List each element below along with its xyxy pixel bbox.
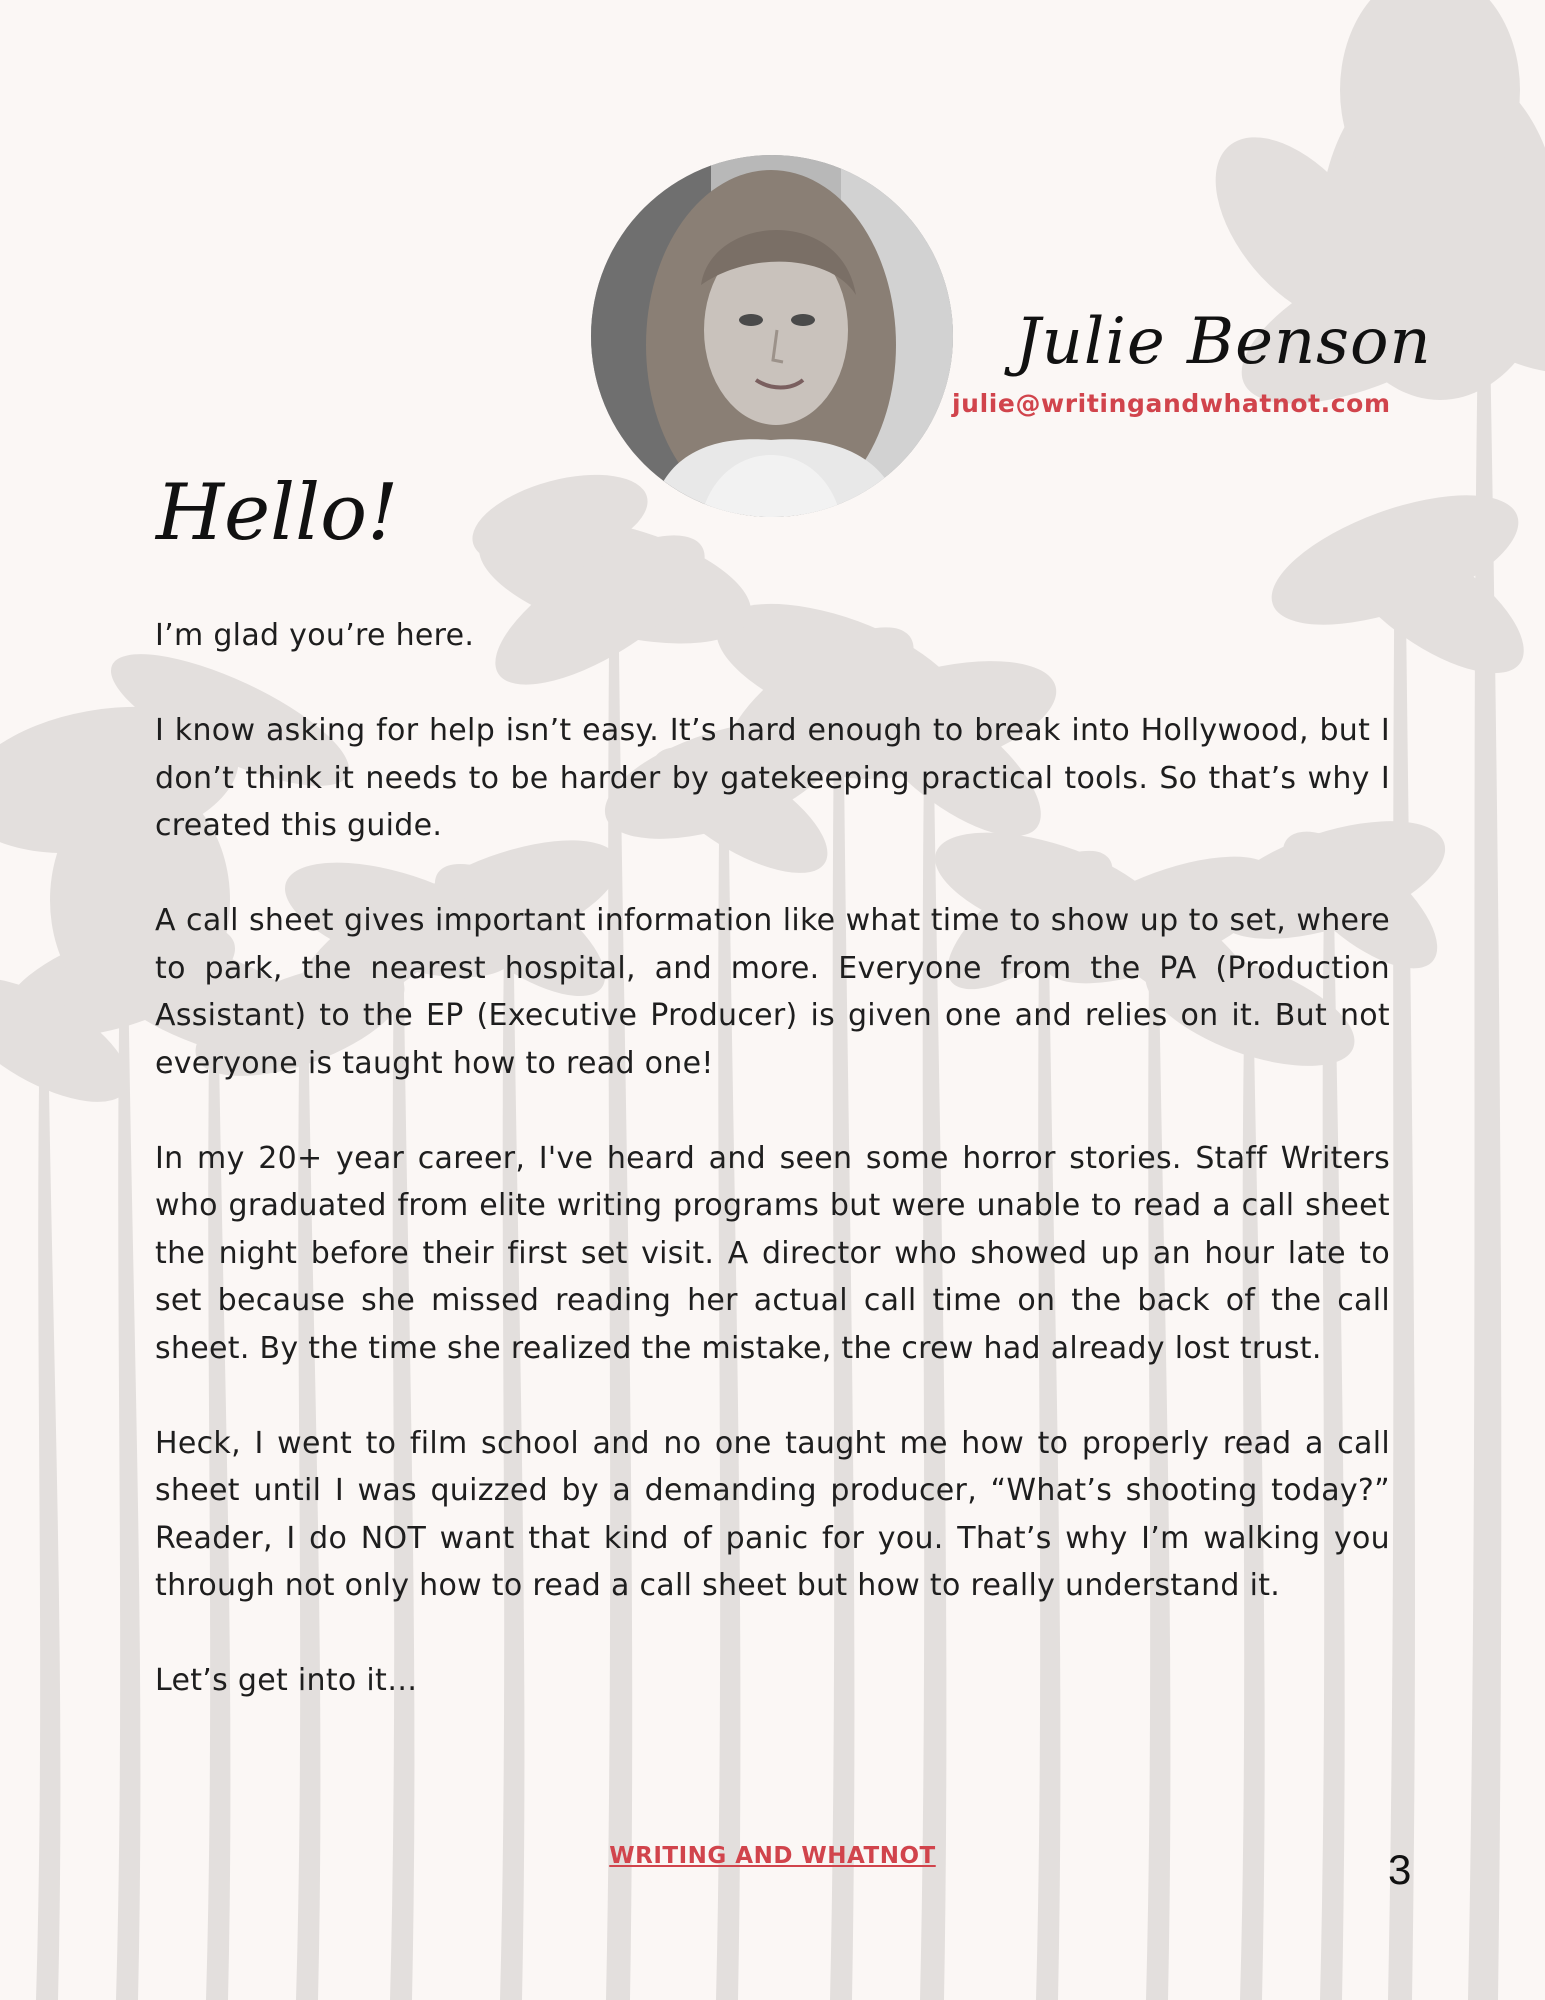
footer-brand-link[interactable]: WRITING AND WHATNOT: [609, 1843, 936, 1869]
author-name-signature: Julie Benson: [1015, 305, 1432, 379]
letter-body: [155, 612, 1390, 1705]
paragraph-horror-stories: In my 20+ year career, I've heard and seen some horror stories. Staff Writers who graduated from elite writing programs but were unable to read a call sheet the night before their first set visit. A director who showed up an hour late to set because she missed reading her actual call time on the back of the call sheet. By the time she realized the mistake, the crew had already lost trust.: [155, 1140, 1390, 1366]
paragraph-closing: Let’s get into it…: [155, 1663, 418, 1698]
author-photo: [591, 155, 953, 517]
author-avatar: [591, 155, 953, 517]
page-number: 3: [1388, 1846, 1412, 1893]
paragraph-asking-for-help: I know asking for help isn’t easy. It’s hard enough to break into Hollywood, but I don’t think it needs to be harder by gatekeeping practical tools. So that’s why I created this guide.: [155, 713, 1390, 843]
paragraph-call-sheet-info: A call sheet gives important information like what time to show up to set, where to park, the nearest hospital, and more. Everyone from the PA (Production Assistant) to the EP (Executive Producer) is given one and relies on it. But not everyone is taught how to read one!: [155, 903, 1390, 1081]
greeting-heading: Hello!: [156, 468, 399, 558]
author-email[interactable]: julie@writingandwhatnot.com: [952, 389, 1391, 418]
paragraph-film-school: Heck, I went to film school and no one taught me how to properly read a call sheet until I was quizzed by a demanding producer, “What’s shooting today?” Reader, I do NOT want that kind of panic for you. That’s why I’m walking you through not only how to read a call sheet but how to really understand it.: [155, 1425, 1390, 1603]
paragraph-intro: I’m glad you’re here.: [155, 618, 475, 653]
